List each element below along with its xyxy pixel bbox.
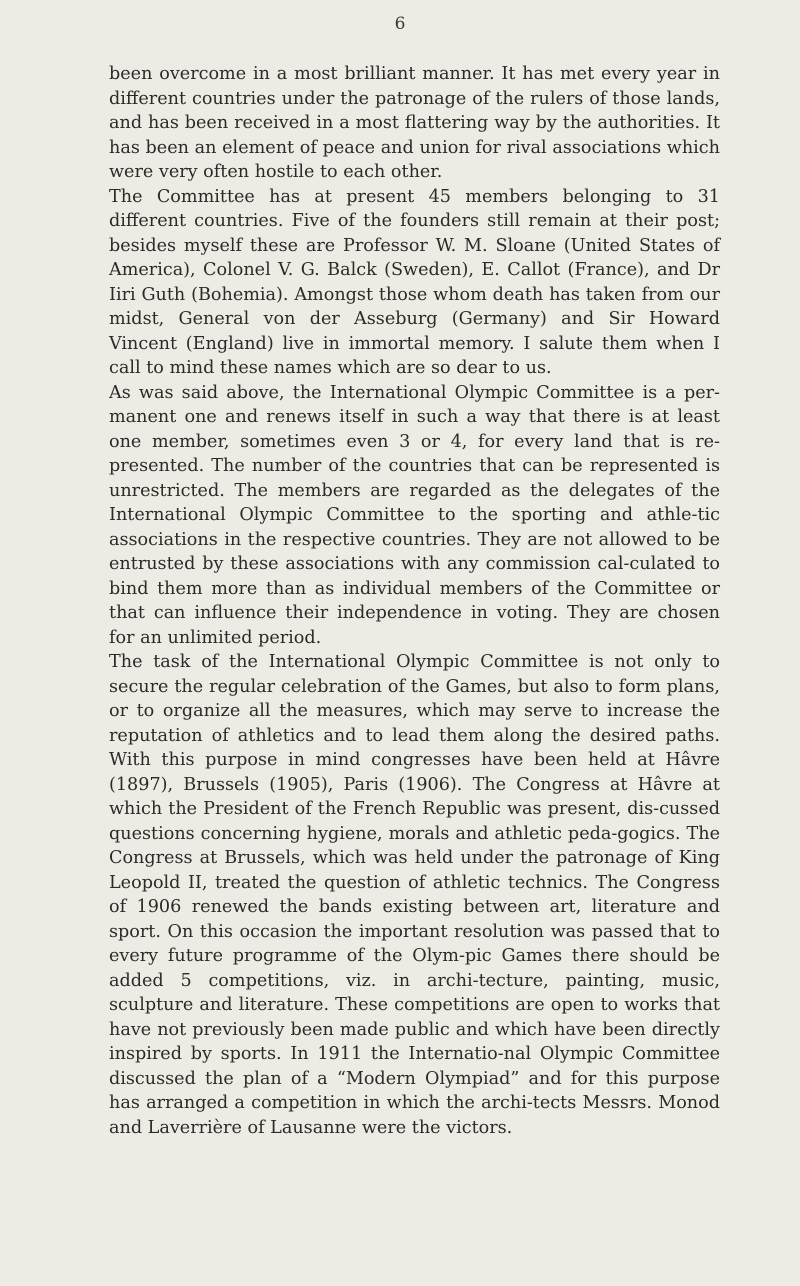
paragraph-committee-members: The Committee has at present 45 members belonging to 31 different countries. Five of the founders still remain at their post; besides myself these are Professor W. M. Sloane (United States of America), Colonel V. G. Balck (Sweden), E. Callot (France), and Dr Iiri Guth (Bohemia). Amongst those whom death has taken from our midst, General von der Asseburg (Germany) and Sir Howard Vincent (England) live in immortal memory. I salute them when I call to mind these names which are so dear to us. (109, 186, 720, 378)
paragraph-committee-organization: As was said above, the International Olympic Committee is a per-manent one and renews itself in such a way that there is at least one member, sometimes even 3 or 4, for every land that is re-presented. The number of the countries that can be represented is unrestricted. The members are regarded as the delegates of the International Olympic Committee to the sporting and athle-tic associations in the respective countries. They are not allowed to be entrusted by these associations with any commission cal-culated to bind them more than as individual members of the Committee or that can influence their independence in voting. They are chosen for an unlimited period. (109, 382, 720, 648)
paragraph-committee-task: The task of the International Olympic Committee is not only to secure the regular celebration of the Games, but also to form plans, or to organize all the measures, which may serve to increase the reputation of athletics and to lead them along the desired paths. With this purpose in mind congresses have been held at Hâvre (1897), Brussels (1905), Paris (1906). The Congress at Hâvre at which the President of the French Republic was present, dis-cussed questions concerning hygiene, morals and athletic peda-gogics. The Congress at Brussels, which was held under the patronage of King Leopold II, treated the question of athletic technics. The Congress of 1906 renewed the bands existing between art, literature and sport. On this occasion the important resolution was passed that to every future programme of the Olym-pic Games there should be added 5 competitions, viz. in archi-tecture, painting, music, sculpture and literature. These competitions are open to works that have not previously been made public and which have been directly inspired by sports. In 1911 the Internatio-nal Olympic Committee discussed the plan of a “Modern Olympiad” and for this purpose has arranged a competition in which the archi-tects Messrs. Monod and Laverrière of Lausanne were the victors. (109, 652, 720, 1138)
page-number: 6 (394, 14, 406, 34)
paragraph-continuation: been overcome in a most brilliant manner. It has met every year in different countries under the patronage of the rulers of those lands, and has been received in a most flattering way by the authorities. It has been an element of peace and union for rival associations which were very often hostile to each other. (109, 64, 720, 182)
body-text (109, 62, 720, 1140)
